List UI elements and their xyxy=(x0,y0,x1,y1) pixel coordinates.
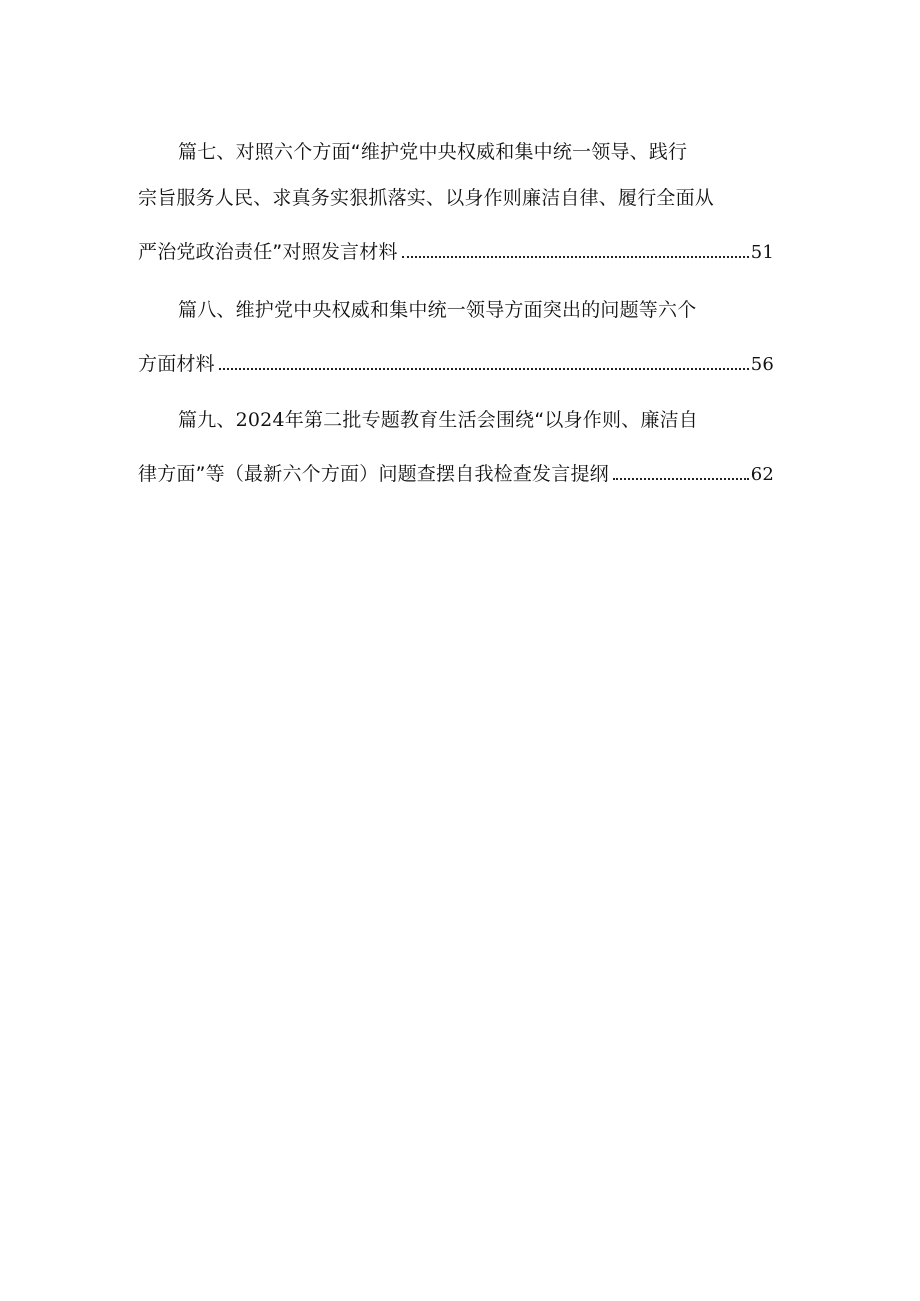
toc-entry-9-page-number: 62 xyxy=(750,464,774,485)
toc-entry-7-line-2: 宗旨服务人民、求真务实狠抓落实、以身作则廉洁自律、履行全面从 xyxy=(138,187,715,209)
toc-entry-7-page-number: 51 xyxy=(750,242,774,263)
toc-entry-9-prefix: 篇九、 xyxy=(178,409,236,431)
toc-entry-9-title-end: 律方面”等（最新六个方面）问题查摆自我检查发言提纲 xyxy=(138,463,609,485)
toc-entry-7-line-3[interactable] xyxy=(138,240,774,264)
toc-entry-8-line-2[interactable] xyxy=(138,352,774,376)
toc-entry-8-page-number: 56 xyxy=(750,354,774,375)
toc-entry-9-year: 2024 xyxy=(235,409,285,431)
toc-leader-dots xyxy=(402,255,749,258)
toc-entry-7-line-1: 篇七、对照六个方面“维护党中央权威和集中统一领导、践行 xyxy=(178,141,688,163)
toc-leader-dots xyxy=(219,367,749,370)
toc-entry-9-rest: 年第二批专题教育生活会围绕“以身作则、廉洁自 xyxy=(284,409,699,431)
toc-entry-9-line-2[interactable] xyxy=(138,462,774,486)
toc-entry-7-title-end: 严治党政治责任”对照发言材料 xyxy=(138,241,398,263)
toc-entry-9-line-1 xyxy=(138,408,698,432)
toc-entry-8-line-1: 篇八、维护党中央权威和集中统一领导方面突出的问题等六个 xyxy=(178,299,697,321)
toc-leader-dots xyxy=(613,477,749,480)
toc-entry-8-title-end: 方面材料 xyxy=(138,353,215,375)
